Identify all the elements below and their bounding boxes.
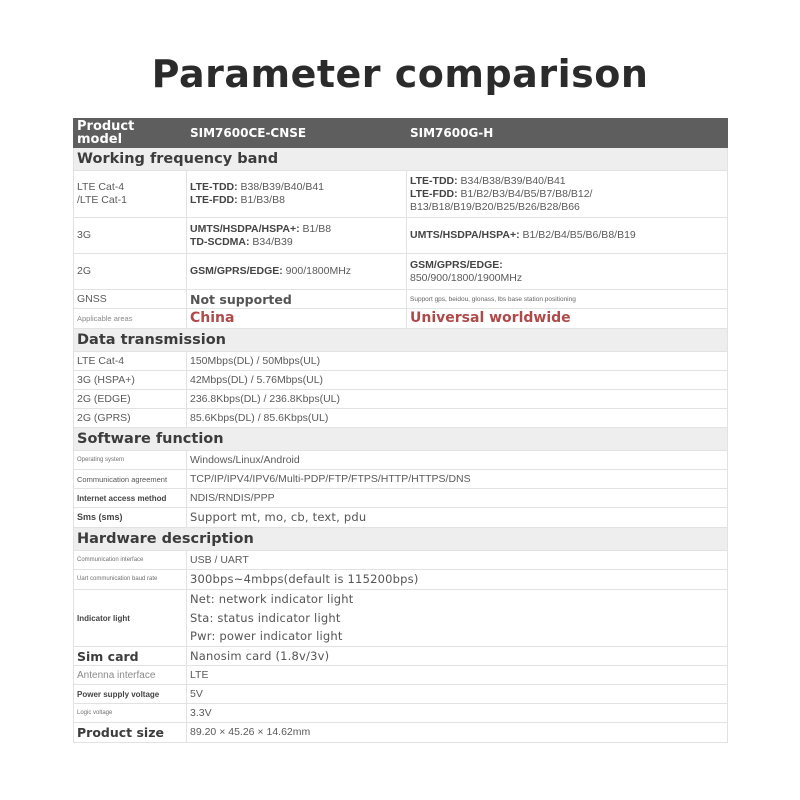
hw-label-power: Power supply voltage (74, 685, 187, 704)
data-value-gprs: 85.6Kbps(DL) / 85.6Kbps(UL) (187, 409, 728, 428)
lte-ce-tdd-val: B38/B39/B40/B41 (237, 181, 325, 193)
lte-label-line2: /LTE Cat-1 (77, 194, 127, 206)
table-row (74, 352, 728, 371)
sw-value-os: Windows/Linux/Android (187, 451, 728, 470)
section-working-frequency-band: Working frequency band (74, 148, 728, 171)
table-row (74, 254, 728, 290)
areas-g-value: Universal worldwide (407, 309, 728, 329)
sw-label-internet: Internet access method (74, 489, 187, 508)
data-value-3g: 42Mbps(DL) / 5.76Mbps(UL) (187, 371, 728, 390)
sw-value-sms: Support mt, mo, cb, text, pdu (187, 508, 728, 528)
table-row (74, 570, 728, 590)
2g-g-val: 850/900/1800/1900MHz (410, 271, 523, 284)
table-row (74, 508, 728, 528)
3g-ce-umts-val: B1/B8 (299, 222, 332, 235)
table-row (74, 409, 728, 428)
table-row (74, 451, 728, 470)
table-row (74, 470, 728, 489)
header-sim7600g: SIM7600G-H (407, 119, 728, 148)
lte-g-fdd-key: LTE-FDD: (410, 187, 458, 200)
sw-value-internet: NDIS/RNDIS/PPP (187, 489, 728, 508)
2g-g-value (407, 254, 728, 290)
indicator-net: Net: network indicator light (190, 592, 354, 607)
hw-value-sim: Nanosim card (1.8v/3v) (187, 647, 728, 666)
lte-g-tdd-val: B34/B38/B39/B40/B41 (457, 174, 566, 187)
hw-value-logic: 3.3V (187, 704, 728, 723)
table-header-row (74, 119, 728, 148)
hw-label-logic: Logic voltage (74, 704, 187, 723)
section-row (74, 428, 728, 451)
section-software-function: Software function (74, 428, 728, 451)
table-row (74, 171, 728, 218)
gnss-ce-value: Not supported (187, 290, 407, 309)
table-row (74, 489, 728, 508)
table-row (74, 590, 728, 647)
sw-label-sms: Sms (sms) (74, 508, 187, 528)
gnss-g-value: Support gps, beidou, glonass, lbs base station positioning (407, 290, 728, 309)
section-hardware-description: Hardware description (74, 528, 728, 551)
3g-g-umts-val: B1/B2/B4/B5/B6/B8/B19 (519, 229, 636, 241)
section-data-transmission: Data transmission (74, 329, 728, 352)
header-product-model: Product model (74, 119, 187, 148)
3g-g-value (407, 218, 728, 254)
table-row (74, 666, 728, 685)
indicator-sta: Sta: status indicator light (190, 610, 341, 625)
row-label-areas: Applicable areas (74, 309, 187, 329)
page-title: Parameter comparison (151, 52, 649, 96)
hw-value-indicator (187, 590, 728, 647)
hw-value-power: 5V (187, 685, 728, 704)
3g-g-umts-key: UMTS/HSDPA/HSPA+: (410, 229, 520, 241)
table-row (74, 309, 728, 329)
table-row (74, 218, 728, 254)
section-row (74, 148, 728, 171)
table-row (74, 290, 728, 309)
3g-ce-umts-key: UMTS/HSDPA/HSPA+: (190, 222, 300, 235)
hw-value-size: 89.20 × 45.26 × 14.62mm (187, 723, 728, 743)
2g-ce-val: 900/1800MHz (282, 265, 352, 277)
hw-label-antenna: Antenna interface (74, 666, 187, 685)
data-label-lte: LTE Cat-4 (74, 352, 187, 371)
table-row (74, 723, 728, 743)
indicator-pwr: Pwr: power indicator light (190, 629, 343, 644)
hw-value-baud: 300bps~4mbps(default is 115200bps) (187, 570, 728, 590)
2g-g-key: GSM/GPRS/EDGE: (410, 258, 503, 271)
3g-ce-value (187, 218, 407, 254)
sw-label-os: Operating system (74, 451, 187, 470)
sw-label-protocol: Communication agreement (74, 470, 187, 489)
data-value-lte: 150Mbps(DL) / 50Mbps(UL) (187, 352, 728, 371)
data-value-edge: 236.8Kbps(DL) / 236.8Kbps(UL) (187, 390, 728, 409)
hw-label-size: Product size (74, 723, 187, 743)
lte-label-line1: LTE Cat-4 (77, 181, 125, 193)
areas-ce-value: China (187, 309, 407, 329)
sw-value-protocol: TCP/IP/IPV4/IPV6/Multi-PDP/FTP/FTPS/HTTP/HTTPS/DNS (187, 470, 728, 489)
section-row (74, 528, 728, 551)
hw-label-baud: Uart communication baud rate (74, 570, 187, 590)
3g-ce-td-key: TD-SCDMA: (190, 235, 250, 248)
row-label-lte (74, 171, 187, 218)
hw-value-comm: USB / UART (187, 551, 728, 570)
lte-ce-fdd-key: LTE-FDD: (190, 194, 238, 206)
lte-g-fdd-val2: B13/B18/B19/B20/B25/B26/B28/B66 (410, 200, 580, 213)
row-label-2g: 2G (74, 254, 187, 290)
2g-ce-key: GSM/GPRS/EDGE: (190, 265, 283, 277)
section-row (74, 329, 728, 352)
data-label-3g: 3G (HSPA+) (74, 371, 187, 390)
data-label-gprs: 2G (GPRS) (74, 409, 187, 428)
lte-ce-tdd-key: LTE-TDD: (190, 181, 238, 193)
table-row (74, 685, 728, 704)
row-label-gnss: GNSS (74, 290, 187, 309)
lte-g-fdd-val: B1/B2/B3/B4/B5/B7/B8/B12/ (457, 187, 593, 200)
table-row (74, 704, 728, 723)
hw-label-sim: Sim card (74, 647, 187, 666)
2g-ce-value (187, 254, 407, 290)
parameter-table (73, 118, 728, 743)
row-label-3g: 3G (74, 218, 187, 254)
lte-ce-fdd-val: B1/B3/B8 (237, 194, 285, 206)
lte-ce-value (187, 171, 407, 218)
hw-label-comm: Communication interface (74, 551, 187, 570)
hw-label-indicator: Indicator light (74, 590, 187, 647)
table-row (74, 371, 728, 390)
table-row (74, 551, 728, 570)
table-row (74, 647, 728, 666)
data-label-edge: 2G (EDGE) (74, 390, 187, 409)
header-sim7600ce: SIM7600CE-CNSE (187, 119, 407, 148)
lte-g-value (407, 171, 728, 218)
table-row (74, 390, 728, 409)
lte-g-tdd-key: LTE-TDD: (410, 174, 458, 187)
3g-ce-td-val: B34/B39 (249, 235, 293, 248)
hw-value-antenna: LTE (187, 666, 728, 685)
